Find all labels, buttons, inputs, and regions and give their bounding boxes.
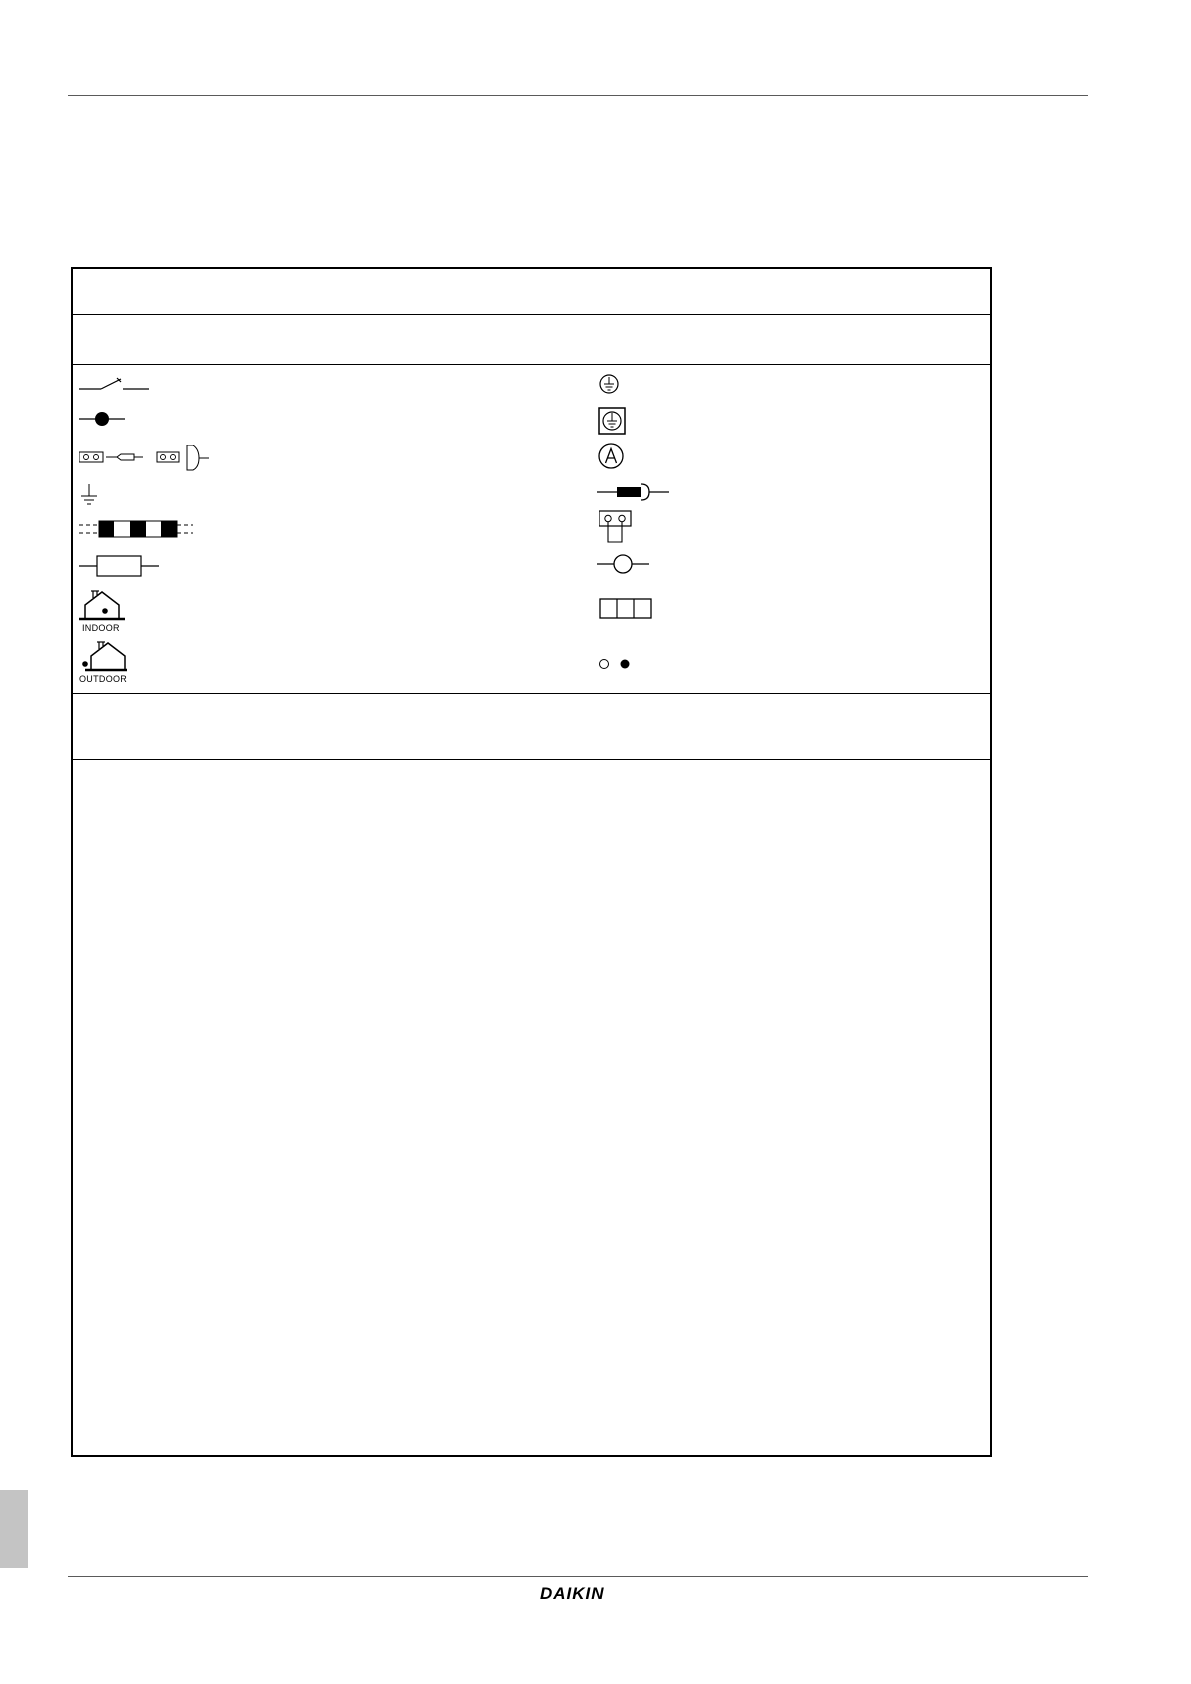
- fuse-icon: [79, 554, 163, 578]
- indoor-field-supply-icon: [79, 589, 129, 621]
- page-side-tab: [0, 1490, 28, 1568]
- footer-rule: [68, 1576, 1088, 1577]
- ammeter-icon: [597, 442, 625, 470]
- header-rule: [68, 95, 1088, 96]
- table-divider: [73, 364, 990, 365]
- switch-icon: [79, 374, 159, 394]
- table-divider: [73, 759, 990, 760]
- outdoor-caption: OUTDOOR: [79, 674, 128, 684]
- ground-icon: [79, 484, 103, 510]
- table-divider: [73, 693, 990, 694]
- connector-plug-icon: [597, 481, 673, 503]
- outdoor-field-supply-icon: [79, 640, 129, 672]
- terminal-strip-icon: [599, 598, 653, 620]
- wire-harness-icon: [79, 519, 197, 539]
- daikin-logo: DAIKIN: [540, 1584, 605, 1603]
- terminal-icon: [597, 552, 653, 576]
- table-divider: [73, 314, 990, 315]
- terminal-dots-icon: [598, 657, 638, 671]
- indoor-caption: INDOOR: [82, 623, 120, 633]
- wiring-legend-table: [71, 267, 992, 1457]
- relay-connector-icon: [599, 510, 633, 544]
- connection-dot-icon: [79, 409, 129, 429]
- protective-earth-icon: [598, 373, 620, 395]
- connector-icon: [79, 445, 214, 471]
- noiseless-earth-icon: [598, 407, 626, 435]
